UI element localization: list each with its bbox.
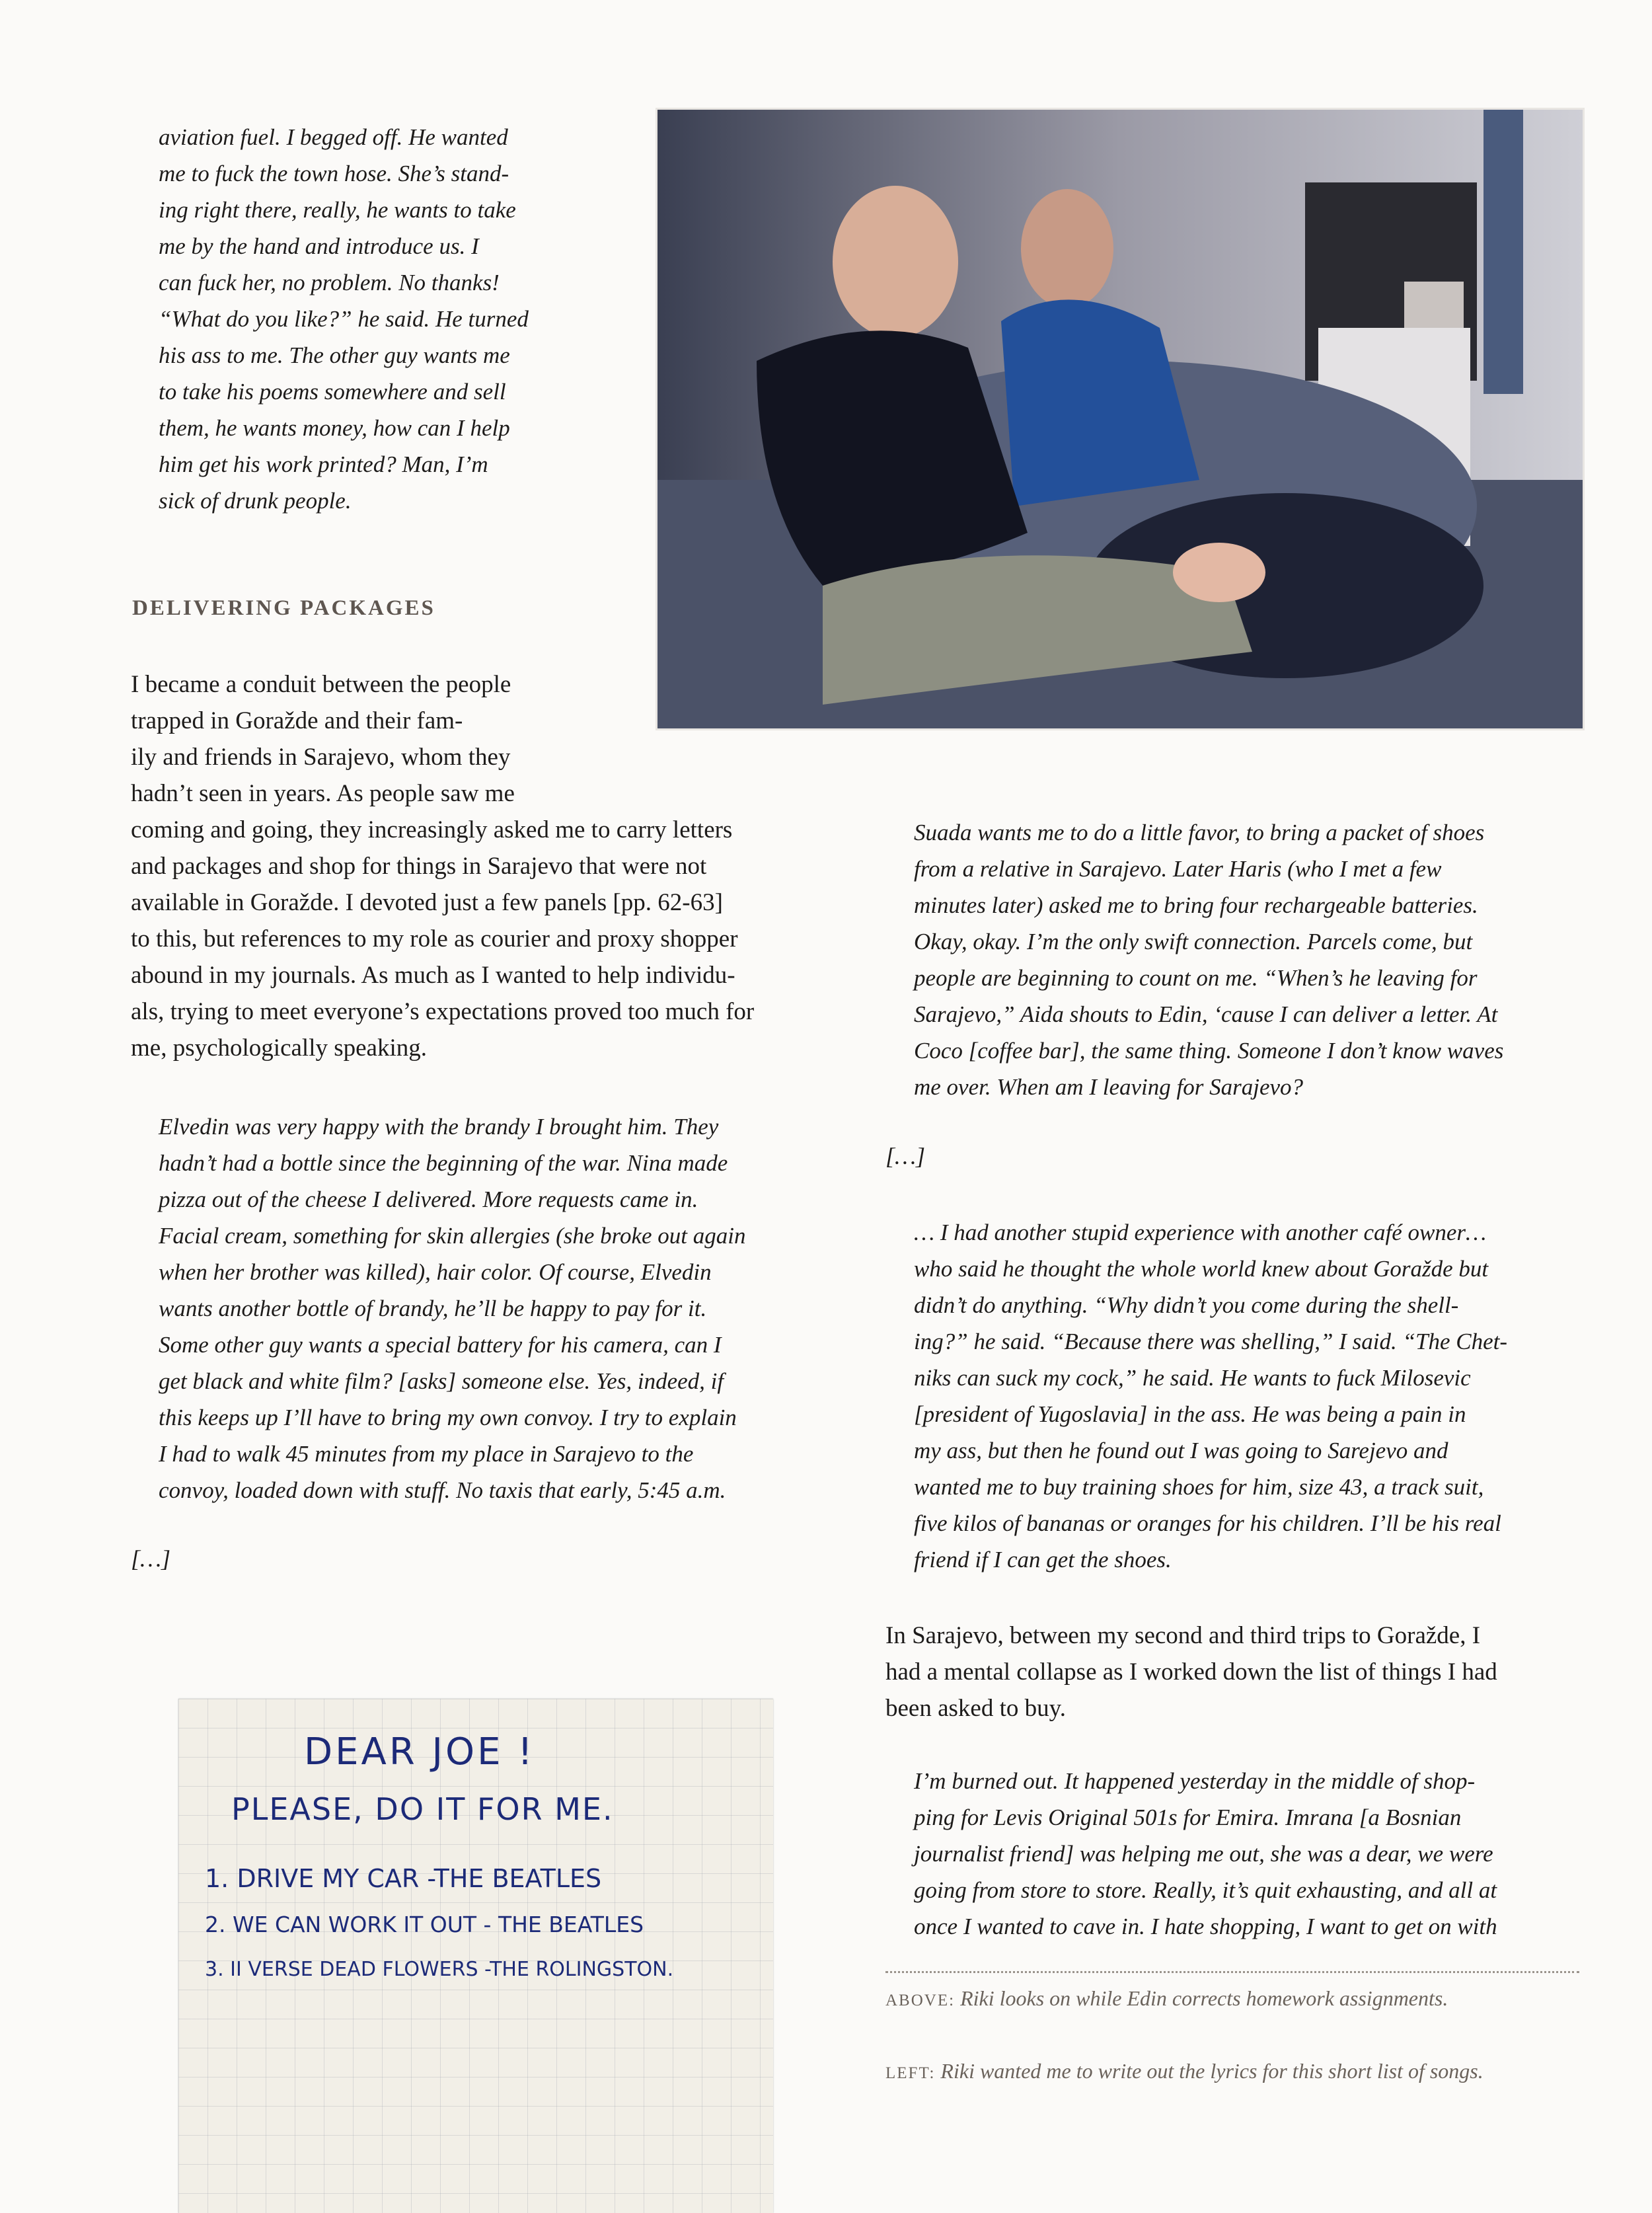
quote-line: get black and white film? [asks] someone else. Yes, indeed, if	[159, 1368, 724, 1394]
quote-line: him get his work printed? Man, I’m	[159, 451, 488, 477]
quote-line: Elvedin was very happy with the brandy I brought him. They	[159, 1114, 719, 1140]
handwritten-note	[178, 1699, 773, 2213]
para-line: me, psychologically speaking.	[131, 1034, 428, 1062]
quote-line: sick of drunk people.	[159, 488, 352, 514]
caption-left-text: Riki wanted me to write out the lyrics for this short list of songs.	[935, 2059, 1483, 2083]
quote-line: convoy, loaded down with stuff. No taxis that early, 5:45 a.m.	[159, 1477, 726, 1503]
quote-line: me to fuck the town hose. She’s stand-	[159, 161, 509, 186]
para-line: been asked to buy.	[885, 1695, 1066, 1722]
quote-line: ing right there, really, he wants to take	[159, 197, 516, 223]
ellipsis-right: […]	[885, 1143, 926, 1169]
quote-line: his ass to me. The other guy wants me	[159, 342, 510, 368]
quote-line: going from store to store. Really, it’s quit exhausting, and all at	[914, 1877, 1497, 1903]
quote-line: “What do you like?” he said. He turned	[159, 306, 529, 332]
quote-line: hadn’t had a bottle since the beginning of the war. Nina made	[159, 1150, 728, 1176]
para-line: trapped in Goražde and their fam-	[131, 707, 463, 734]
para-line: to this, but references to my role as courier and proxy shopper	[131, 925, 738, 952]
para-line: abound in my journals. As much as I wanted to help individu-	[131, 962, 735, 989]
caption-above	[885, 1986, 1448, 2011]
quote-line: them, he wants money, how can I help	[159, 415, 510, 441]
caption-above-label: ABOVE:	[885, 1992, 956, 2009]
para-line: and packages and shop for things in Sarajevo that were not	[131, 853, 707, 880]
quote-line: to take his poems somewhere and sell	[159, 379, 506, 405]
para-line: I became a conduit between the people	[131, 671, 511, 698]
quote-line: Facial cream, something for skin allergies (she broke out again	[159, 1223, 746, 1249]
ellipsis-left: […]	[131, 1545, 171, 1572]
para-line: had a mental collapse as I worked down the list of things I had	[885, 1658, 1497, 1686]
quote-line: ping for Levis Original 501s for Emira. Imrana [a Bosnian	[914, 1805, 1462, 1830]
quote-line: minutes later) asked me to bring four rechargeable batteries.	[914, 892, 1478, 918]
photo-illustration	[657, 110, 1583, 728]
quote-line: people are beginning to count on me. “When’s he leaving for	[914, 965, 1478, 991]
note-item-1: 1. DRIVE MY CAR -THE BEATLES	[205, 1864, 602, 1893]
quote-line: this keeps up I’ll have to bring my own convoy. I try to explain	[159, 1405, 737, 1430]
quote-line: when her brother was killed), hair color. Of course, Elvedin	[159, 1259, 712, 1285]
caption-above-text: Riki looks on while Edin corrects homework assignments.	[955, 1986, 1448, 2010]
quote-line: didn’t do anything. “Why didn’t you come during the shell-	[914, 1292, 1459, 1318]
quote-line: Some other guy wants a special battery for his camera, can I	[159, 1332, 722, 1358]
section-heading: DELIVERING PACKAGES	[132, 596, 435, 620]
quote-line: Sarajevo,” Aida shouts to Edin, ‘cause I can deliver a letter. At	[914, 1001, 1498, 1027]
quote-line: journalist friend] was helping me out, she was a dear, we were	[914, 1841, 1493, 1867]
quote-line: Suada wants me to do a little favor, to bring a packet of shoes	[914, 820, 1485, 845]
quote-line: pizza out of the cheese I delivered. More requests came in.	[159, 1186, 698, 1212]
quote-line: Okay, okay. I’m the only swift connection. Parcels come, but	[914, 929, 1473, 954]
quote-line: aviation fuel. I begged off. He wanted	[159, 124, 508, 150]
quote-line: ing?” he said. “Because there was shelling,” I said. “The Chet-	[914, 1329, 1507, 1354]
quote-line: who said he thought the whole world knew about Goražde but	[914, 1256, 1489, 1282]
caption-left	[885, 2059, 1483, 2083]
quote-line: [president of Yugoslavia] in the ass. He was being a pain in	[914, 1401, 1466, 1427]
para-line: ily and friends in Sarajevo, whom they	[131, 744, 511, 771]
quote-line: I’m burned out. It happened yesterday in the middle of shop-	[914, 1768, 1476, 1794]
quote-line: … I had another stupid experience with another café owner…	[914, 1220, 1487, 1245]
quote-line: me by the hand and introduce us. I	[159, 233, 479, 259]
quote-line: can fuck her, no problem. No thanks!	[159, 270, 500, 295]
quote-line: Coco [coffee bar], the same thing. Someone I don’t know waves	[914, 1038, 1504, 1064]
quote-line: my ass, but then he found out I was going to Sarejevo and	[914, 1438, 1448, 1463]
para-line: coming and going, they increasingly asked me to carry letters	[131, 816, 733, 843]
note-item-2: 2. WE CAN WORK IT OUT - THE BEATLES	[205, 1912, 644, 1937]
quote-line: wants another bottle of brandy, he’ll be happy to pay for it.	[159, 1296, 707, 1321]
quote-line: wanted me to buy training shoes for him, size 43, a track suit,	[914, 1474, 1484, 1500]
para-line: available in Goražde. I devoted just a few panels [pp. 62-63]	[131, 889, 723, 916]
para-line: In Sarajevo, between my second and third trips to Goražde, I	[885, 1622, 1481, 1649]
quote-line: from a relative in Sarajevo. Later Haris (who I met a few	[914, 856, 1442, 882]
quote-line: me over. When am I leaving for Sarajevo?	[914, 1074, 1304, 1100]
note-item-3: 3. II VERSE DEAD FLOWERS -THE ROLINGSTON.	[205, 1958, 674, 1981]
caption-divider	[885, 1971, 1579, 1973]
caption-left-label: LEFT:	[885, 2064, 936, 2082]
para-line: als, trying to meet everyone’s expectations proved too much for	[131, 998, 755, 1025]
quote-line: niks can suck my cock,” he said. He wants to fuck Milosevic	[914, 1365, 1471, 1391]
quote-line: five kilos of bananas or oranges for his children. I’ll be his real	[914, 1510, 1501, 1536]
note-request: PLEASE, DO IT FOR ME.	[231, 1791, 614, 1827]
quote-line: I had to walk 45 minutes from my place in Sarajevo to the	[159, 1441, 694, 1467]
quote-line: once I wanted to cave in. I hate shopping, I want to get on with	[914, 1914, 1497, 1939]
para-line: hadn’t seen in years. As people saw me	[131, 780, 515, 807]
note-greeting: DEAR JOE !	[304, 1730, 535, 1773]
photo-riki-edin	[656, 108, 1585, 730]
quote-line: friend if I can get the shoes.	[914, 1547, 1172, 1572]
